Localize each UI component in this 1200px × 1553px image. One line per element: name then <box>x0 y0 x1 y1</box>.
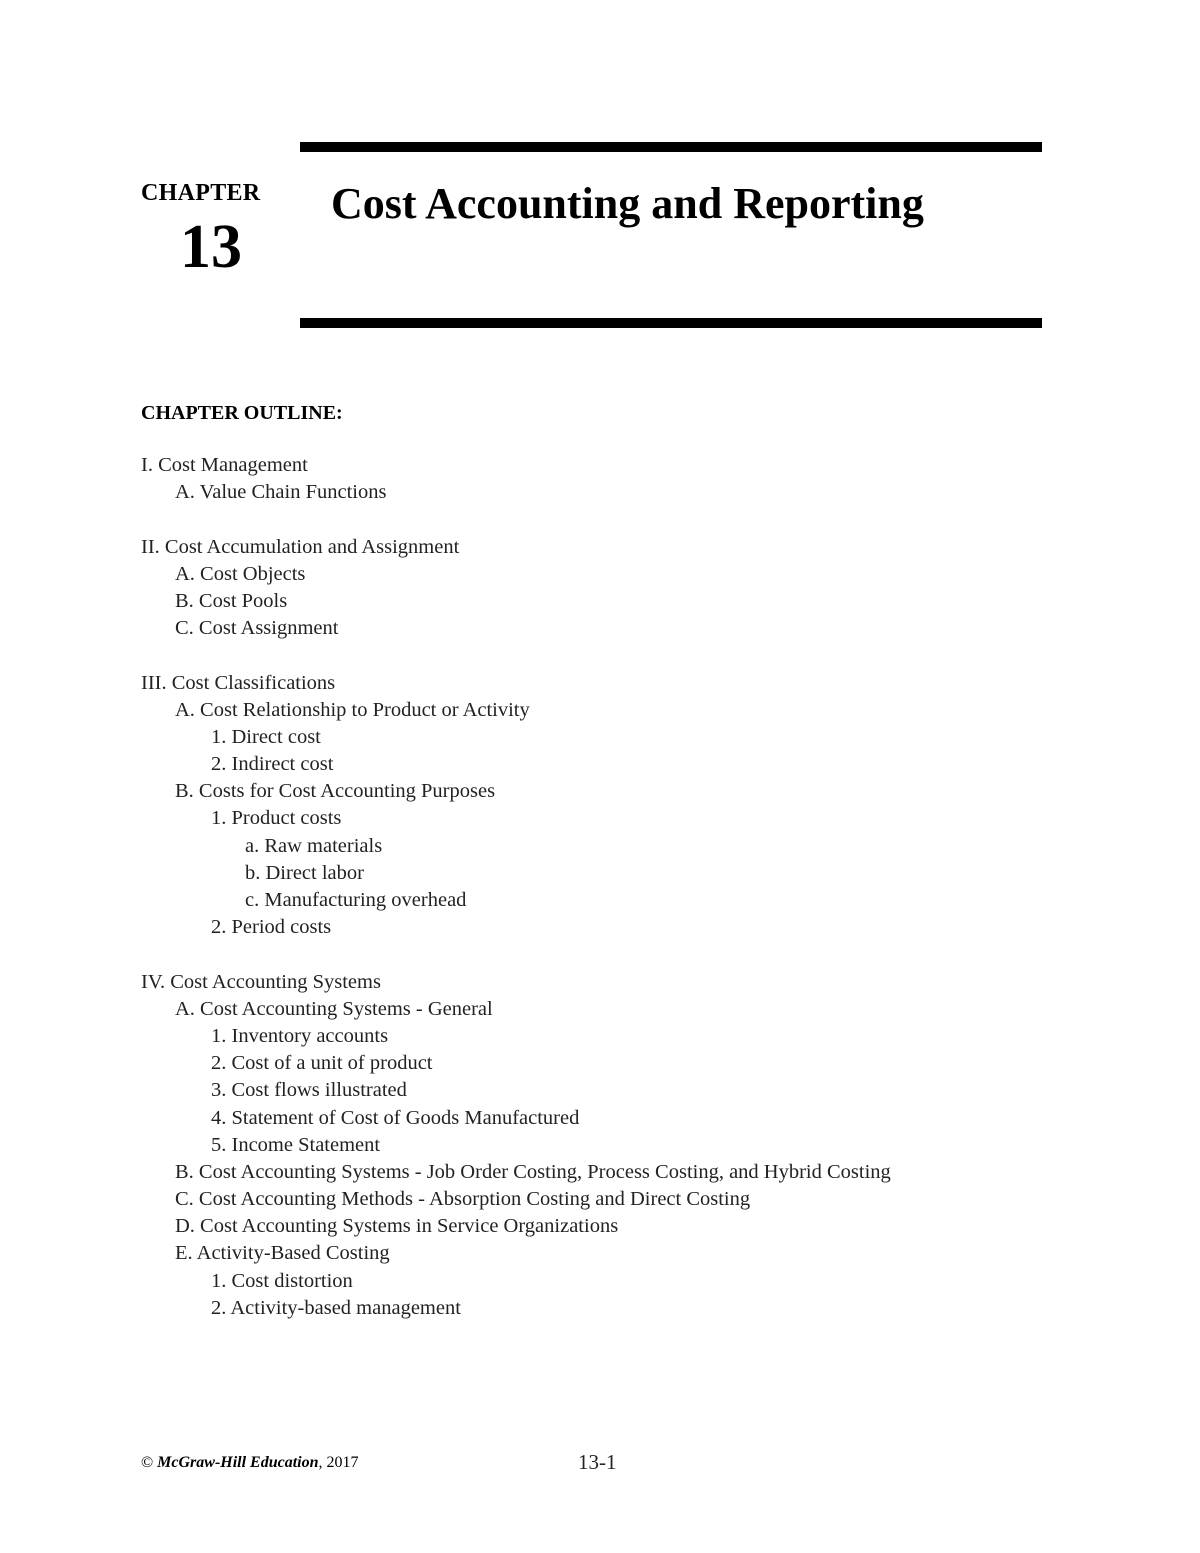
chapter-label: CHAPTER <box>141 180 261 206</box>
outline-item: A. Value Chain Functions <box>175 481 387 504</box>
outline-subitem: 4. Statement of Cost of Goods Manufactured <box>211 1106 580 1129</box>
chapter-outline <box>141 452 1101 1322</box>
footer-copyright <box>141 1454 359 1472</box>
outline-item: B. Costs for Cost Accounting Purposes <box>175 780 496 803</box>
outline-item: D. Cost Accounting Systems in Service Organizations <box>175 1215 619 1238</box>
outline-subitem: 1. Cost distortion <box>211 1269 353 1292</box>
outline-spacer <box>141 941 1101 968</box>
top-rule <box>300 142 1042 152</box>
outline-item: C. Cost Accounting Methods - Absorption Costing and Direct Costing <box>175 1188 751 1211</box>
outline-subitem: 1. Product costs <box>211 807 342 830</box>
outline-section-title: I. Cost Management <box>141 454 308 476</box>
outline-subitem: 1. Inventory accounts <box>211 1024 389 1047</box>
bottom-rule <box>300 318 1042 328</box>
outline-subsubitem: c. Manufacturing overhead <box>245 889 467 911</box>
outline-subitem: 2. Activity-based management <box>211 1296 461 1319</box>
copyright-year: , 2017 <box>318 1454 359 1471</box>
outline-spacer <box>141 642 1101 669</box>
outline-item: A. Cost Relationship to Product or Activity <box>175 698 530 721</box>
outline-subsubitem: a. Raw materials <box>245 834 383 857</box>
copyright-symbol: © <box>141 1454 154 1471</box>
chapter-number: 13 <box>180 213 242 281</box>
outline-subsubitem: b. Direct labor <box>245 861 364 884</box>
outline-subitem: 3. Cost flows illustrated <box>211 1079 407 1102</box>
outline-subitem: 1. Direct cost <box>211 725 321 748</box>
outline-section-title: IV. Cost Accounting Systems <box>141 970 381 993</box>
outline-section-title: III. Cost Classifications <box>141 671 336 694</box>
outline-item: A. Cost Objects <box>175 562 306 585</box>
outline-spacer <box>141 506 1101 533</box>
outline-subitem: 2. Indirect cost <box>211 753 334 776</box>
outline-subitem: 2. Period costs <box>211 916 332 939</box>
outline-heading: CHAPTER OUTLINE: <box>141 402 343 424</box>
outline-item: E. Activity-Based Costing <box>175 1242 390 1265</box>
chapter-title: Cost Accounting and Reporting <box>331 179 924 228</box>
publisher-name: McGraw-Hill Education <box>157 1454 319 1471</box>
outline-subitem: 2. Cost of a unit of product <box>211 1052 433 1075</box>
outline-section-title: II. Cost Accumulation and Assignment <box>141 535 460 558</box>
outline-subitem: 5. Income Statement <box>211 1133 381 1156</box>
outline-item: A. Cost Accounting Systems - General <box>175 997 493 1020</box>
outline-item: B. Cost Accounting Systems - Job Order Costing, Process Costing, and Hybrid Costing <box>175 1160 891 1183</box>
outline-item: B. Cost Pools <box>175 589 288 612</box>
page-number: 13-1 <box>578 1450 617 1474</box>
outline-item: C. Cost Assignment <box>175 617 339 640</box>
